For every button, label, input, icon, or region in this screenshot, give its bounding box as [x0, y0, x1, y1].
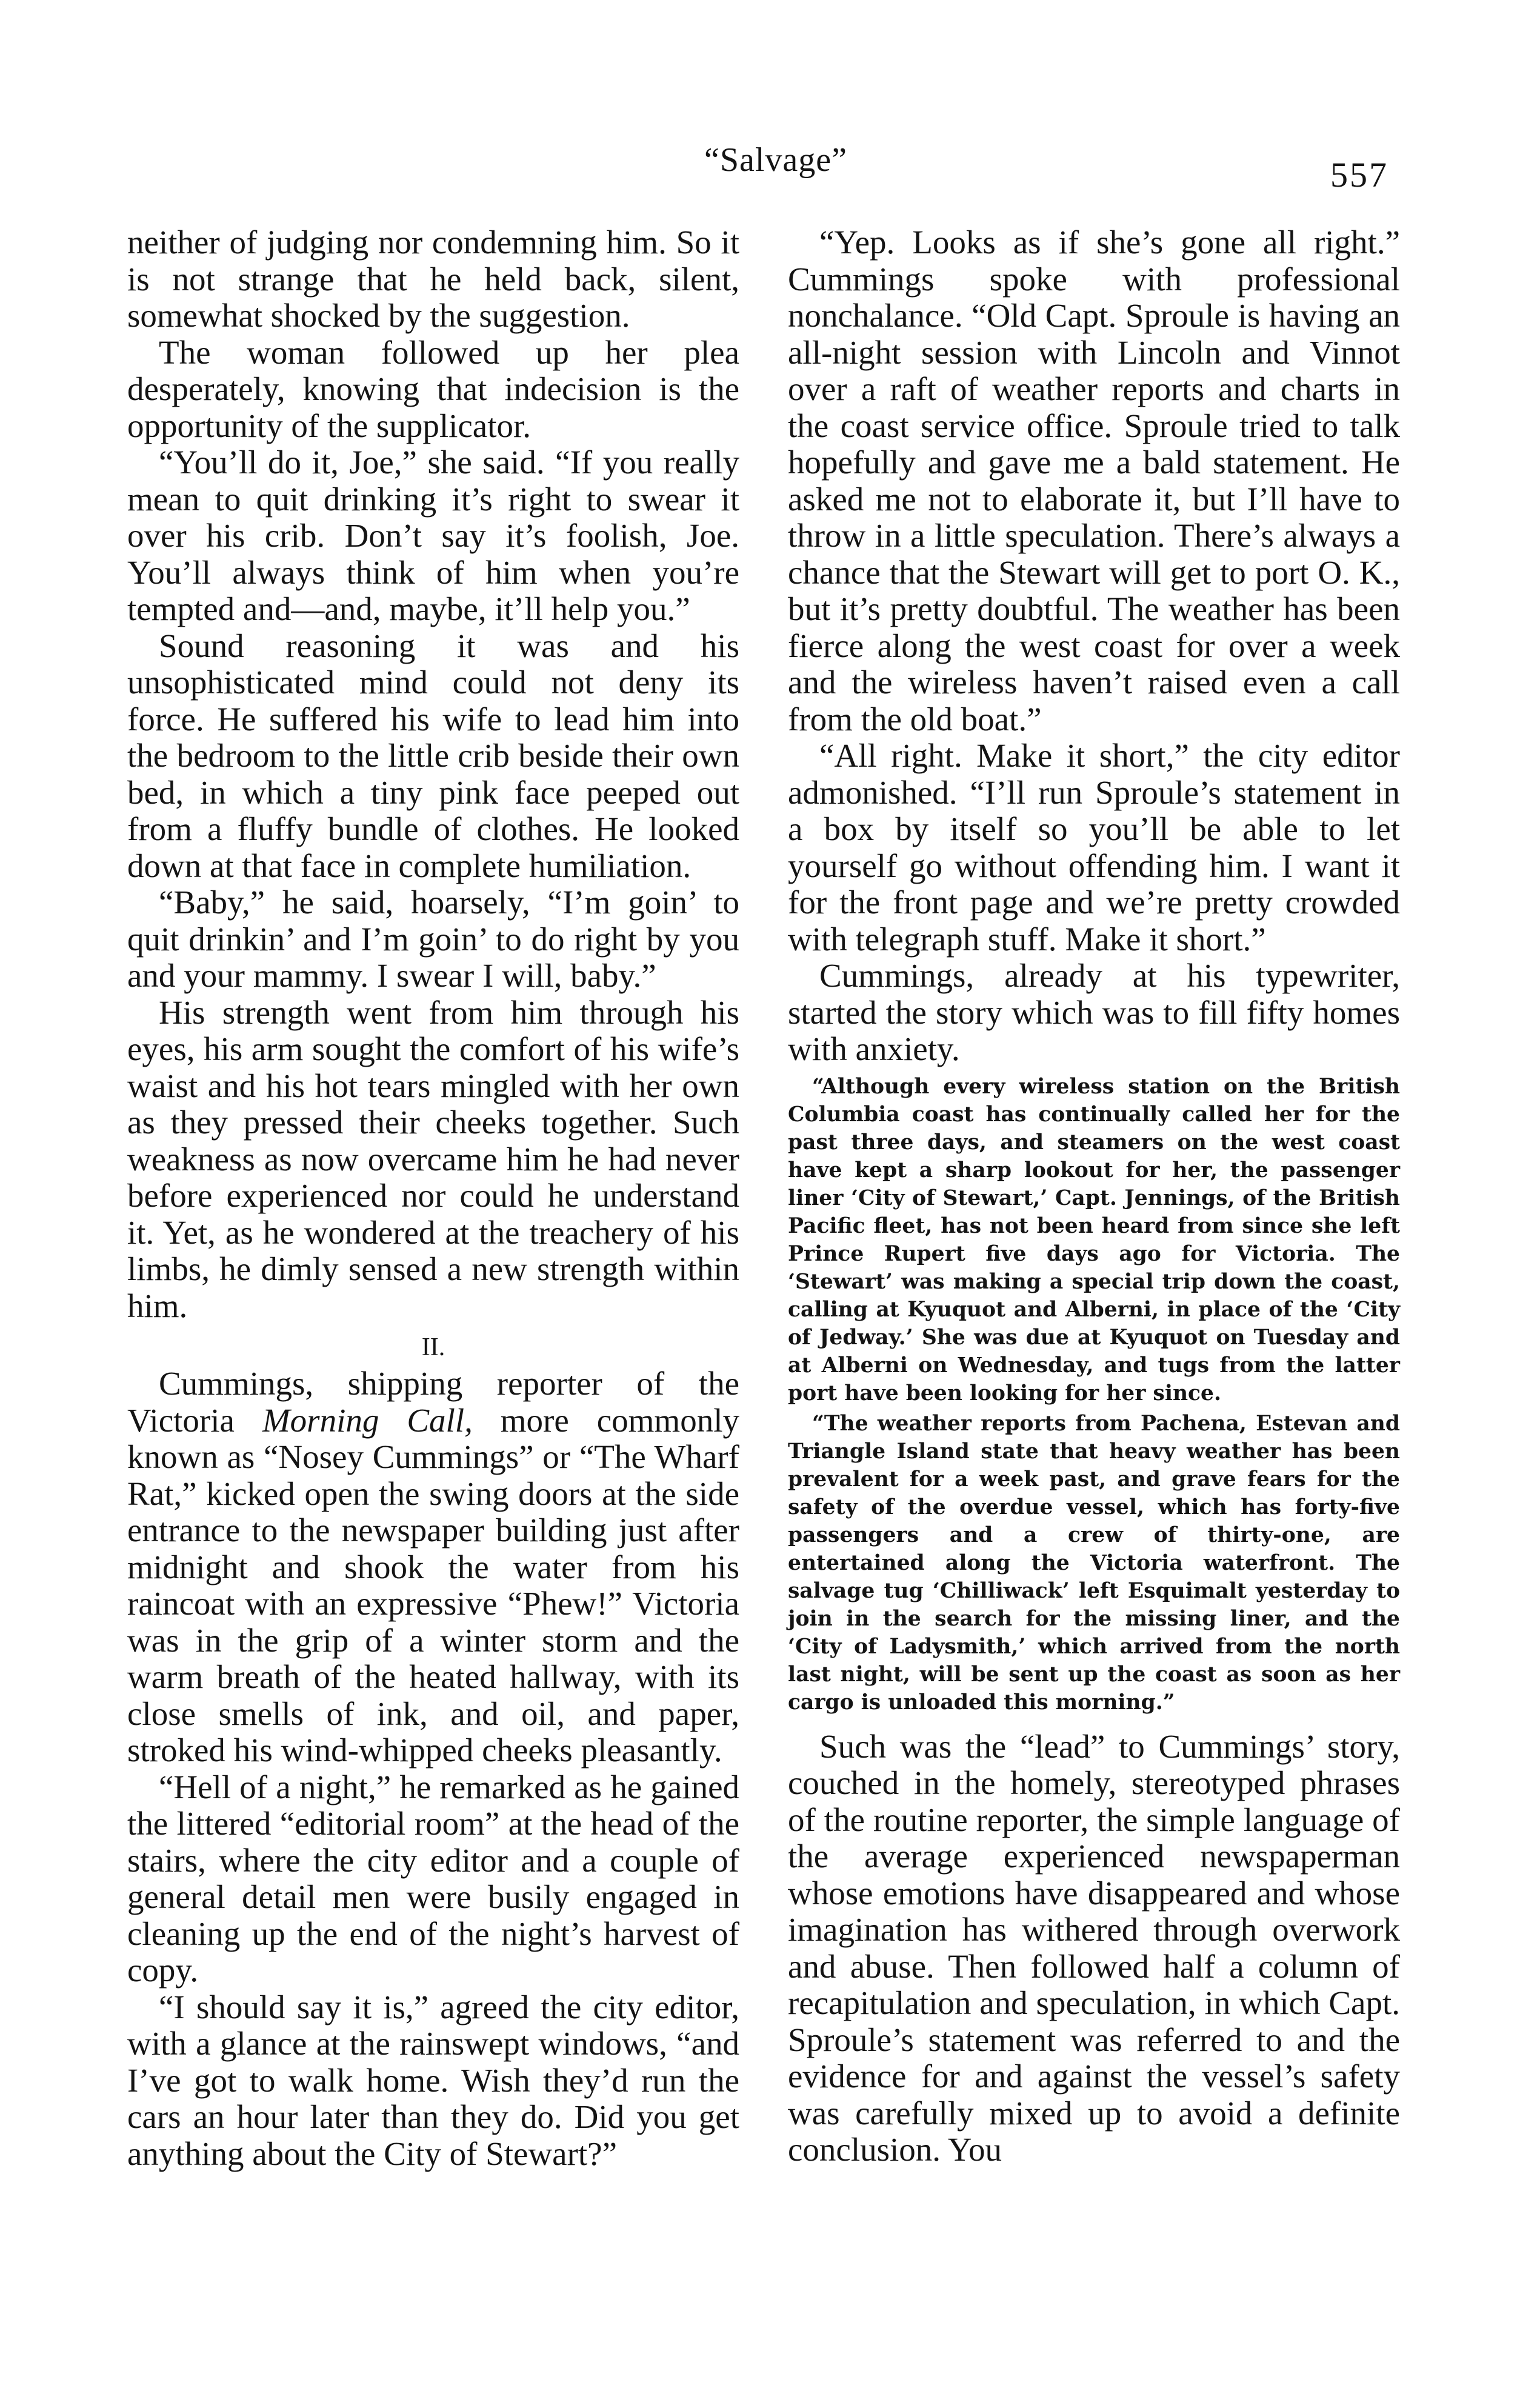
paragraph: neither of judging nor condemning him. So it is not strange that he held back, silent, somewhat shocked by the suggestion.	[127, 224, 739, 334]
paragraph: “Yep. Looks as if she’s gone all right.” Cummings spoke with professional nonchalance. “Old Capt. Sproule is having an all-night session with Lincoln and Vinnot over a raft of weather reports and charts in the coast service office. Sproule tried to talk hopefully and gave me a bald statement. He asked me not to elaborate it, but I’ll have to throw in a little speculation. There’s always a chance that the Stewart will get to port O. K., but it’s pretty doubtful. The weather has been fierce along the west coast for over a week and the wireless haven’t raised even a call from the old boat.”	[788, 224, 1400, 738]
paragraph: The woman followed up her plea desperately, knowing that indecision is the opportunity of the supplicator.	[127, 333, 739, 444]
paragraph: “I should say it is,” agreed the city editor, with a glance at the rainswept windows, “and I’ve got to walk home. Wish they’d run the cars an hour later than they do. Did you get anything about the City of Stewart?”	[127, 1988, 739, 2172]
running-title: “Salvage”	[704, 141, 847, 179]
paragraph-text: Cummings, shipping reporter of the Victoria	[127, 1365, 739, 1439]
paragraph	[127, 1365, 739, 1769]
paragraph: Cummings, already at his typewriter, started the story which was to fill fifty homes with anxiety.	[788, 957, 1400, 1067]
right-column	[788, 224, 1400, 2169]
paragraph: Such was the “lead” to Cummings’ story, couched in the homely, stereotyped phrases of the routine reporter, the simple language of the average experienced newspaperman whose emotions have disappeared and whose imagination has withered through overwork and abuse. Then followed half a column of recapitulation and speculation, in which Capt. Sproule’s statement was referred to and the evidence for and against the vessel’s safety was carefully mixed up to avoid a definite conclusion. You	[788, 1727, 1400, 2168]
paragraph: “All right. Make it short,” the city editor admonished. “I’ll run Sproule’s statement in a box by itself so you’ll be able to let yourself go without offending him. I want it for the front page and we’re pretty crowded with telegraph stuff. Make it short.”	[788, 737, 1400, 958]
paragraph: “Baby,” he said, hoarsely, “I’m goin’ to quit drinkin’ and I’m goin’ to do right by you and your mammy. I swear I will, baby.”	[127, 884, 739, 994]
news-quote: “The weather reports from Pachena, Estevan and Triangle Island state that heavy weather has been prevalent for a week past, and grave fears for the safety of the overdue vessel, which has forty-five passengers and a crew of thirty-one, are entertained along the Victoria waterfront. The salvage tug ‘Chilliwack’ left Esquimalt yesterday to join in the search for the missing liner, and the ‘City of Ladysmith,’ which arrived from the north last night, will be sent up the coast as soon as her cargo is unloaded this morning.”	[788, 1411, 1400, 1715]
paragraph: “You’ll do it, Joe,” she said. “If you really mean to quit drinking it’s right to swear it over his crib. Don’t say it’s foolish, Joe. You’ll always think of him when you’re tempted and—and, maybe, it’ll help you.”	[127, 444, 739, 627]
paragraph: “Hell of a night,” he remarked as he gained the littered “editorial room” at the head of the stairs, where the city editor and a couple of general detail men were busily engaged in cleaning up the end of the night’s harvest of copy.	[127, 1768, 739, 1989]
left-column	[127, 224, 739, 2172]
news-quote: “Although every wireless station on the British Columbia coast has continually called her for the past three days, and steamers on the west coast have kept a sharp lookout for her, the passenger liner ‘City of Stewart,’ Capt. Jennings, of the British Pacific fleet, has not been heard from since she left Prince Rupert five days ago for Victoria. The ‘Stewart’ was making a special trip down the coast, calling at Kyuquot and Alberni, in place of the ‘City of Jedway.’ She was due at Kyuquot on Tuesday and at Alberni on Wednesday, and tugs from the latter port have been looking for her since.	[788, 1074, 1400, 1405]
paragraph: Sound reasoning it was and his unsophisticated mind could not deny its force. He suffered his wife to lead him into the bedroom to the little crib beside their own bed, in which a tiny pink face peeped out from a fluffy bundle of clothes. He looked down at that face in complete humiliation.	[127, 627, 739, 884]
section-number: II.	[421, 1333, 445, 1361]
paragraph-text: more commonly known as “Nosey Cummings” or “The Wharf Rat,” kicked open the swing doors at the side entrance to the newspaper building just after midnight and shook the water from his raincoat with an expressive “Phew!” Victoria was in the grip of a winter storm and the warm breath of the heated hallway, with its close smells of ink, and oil, and paper, stroked his wind-whipped cheeks pleasantly.	[127, 1401, 739, 1769]
paragraph: His strength went from him through his eyes, his arm sought the comfort of his wife’s waist and his hot tears mingled with her own as they pressed their cheeks together. Such weakness as now overcame him he had never before experienced nor could he understand it. Yet, as he wondered at the treachery of his limbs, he dimly sensed a new strength within him.	[127, 993, 739, 1324]
newspaper-title: Morning Call,	[262, 1401, 473, 1439]
page-number: 557	[1330, 155, 1388, 195]
